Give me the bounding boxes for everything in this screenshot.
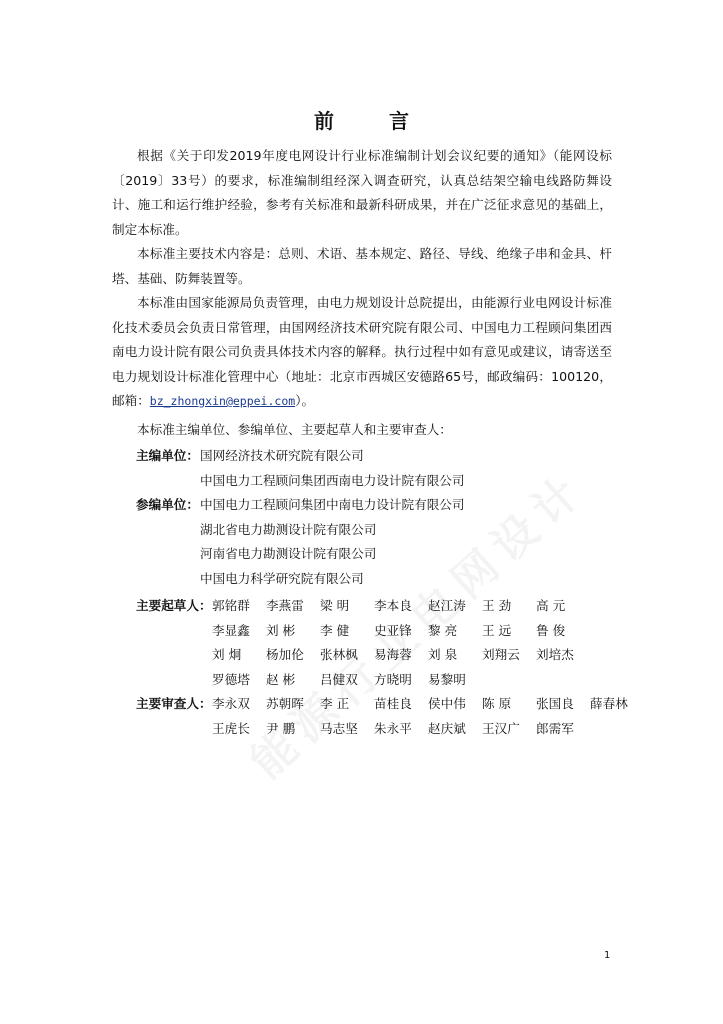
reviewer-name: 陈 原: [482, 696, 512, 711]
reviewer-name: 苗桂良: [374, 696, 412, 711]
drafter-name: 刘 泉: [428, 647, 458, 662]
drafter-name: 赵 彬: [266, 671, 296, 687]
organizations-list: [136, 444, 464, 591]
drafter-name: 罗德塔: [212, 671, 250, 687]
drafters-label: 主要起草人：: [136, 598, 212, 613]
reviewer-name: 马志坚: [320, 720, 358, 736]
drafter-name: 杨加伦: [266, 647, 304, 662]
drafter-name: 刘 彬: [266, 622, 296, 638]
drafter-name: 张林枫: [320, 647, 358, 662]
reviewer-name: 赵庆斌: [428, 720, 466, 736]
drafter-name: 方晓明: [374, 671, 412, 687]
participating-unit-row: [136, 518, 464, 543]
drafter-name: 李燕雷: [266, 598, 304, 613]
paragraph-units-intro: [112, 418, 612, 443]
participating-unit: 湖北省电力勘测设计院有限公司: [200, 521, 377, 537]
drafter-name: 黎 亮: [428, 622, 458, 638]
paragraph-contents-text: 本标准主要技术内容是：总则、术语、基本规定、路径、导线、绝缘子串和金具、杆塔、基础、防舞装置等。: [112, 246, 612, 286]
chief-unit-row: [136, 444, 464, 469]
reviewer-name: 王虎长: [212, 720, 250, 736]
drafter-name: 李显鑫: [212, 622, 250, 638]
participating-unit: 中国电力工程顾问集团中南电力设计院有限公司: [200, 497, 465, 512]
reviewer-name: 侯中伟: [428, 696, 466, 711]
reviewers-row: [136, 717, 644, 742]
paragraph-contents: [112, 242, 612, 291]
drafter-name: 郭铭群: [212, 598, 250, 613]
drafter-name: 史亚锋: [374, 622, 412, 638]
participating-unit: 河南省电力勘测设计院有限公司: [200, 546, 377, 561]
participating-unit-row: [136, 542, 464, 567]
paragraph-basis: [112, 144, 612, 242]
participating-unit: 中国电力科学研究院有限公司: [200, 570, 364, 586]
paragraph-management: [112, 291, 612, 414]
chief-unit: 国网经济技术研究院有限公司: [200, 448, 364, 463]
drafter-name: 李 健: [320, 622, 350, 638]
reviewers-list: [136, 692, 644, 741]
drafter-name: 梁 明: [320, 598, 350, 613]
reviewers-row: [136, 692, 644, 717]
drafter-name: 易黎明: [428, 671, 466, 687]
page-title: 前 言: [314, 109, 433, 133]
reviewer-name: 苏朝晖: [266, 696, 304, 711]
reviewer-name: 朱永平: [374, 720, 412, 736]
drafter-name: 刘 炯: [212, 647, 242, 662]
paragraph-management-text: [112, 291, 612, 414]
paragraph-units-intro-text: 本标准主编单位、参编单位、主要起草人和主要审查人：: [137, 422, 452, 437]
drafter-name: 王 远: [482, 622, 512, 638]
drafter-name: 鲁 俊: [536, 622, 566, 638]
reviewer-name: 李永双: [212, 696, 250, 711]
drafter-name: 易海蓉: [374, 647, 412, 662]
drafter-name: 王 劲: [482, 598, 512, 613]
chief-unit: 中国电力工程顾问集团西南电力设计院有限公司: [200, 472, 465, 488]
paragraph-basis-text: 根据《关于印发2019年度电网设计行业标准编制计划会议纪要的通知》（能网设标〔2019〕33号）的要求，标准编制组经深入调查研究，认真总结架空输电线路防舞设计、施工和运行维护经验，参考有关标准和最新科研成果，并在广泛征求意见的基础上，制定本标准。: [112, 148, 612, 237]
reviewers-label: 主要审查人：: [136, 696, 212, 711]
management-text-end: ）。: [295, 393, 315, 408]
reviewer-name: 尹 鹏: [266, 720, 296, 736]
reviewer-name: 薛春林: [590, 696, 628, 711]
drafter-name: 吕健双: [320, 671, 358, 687]
page-number: 1: [604, 950, 611, 961]
drafter-name: 刘翔云: [482, 647, 520, 662]
reviewer-name: 李 正: [320, 696, 350, 711]
drafter-name: 李本良: [374, 598, 412, 613]
email-link[interactable]: bz_zhongxin@eppei.com: [149, 394, 296, 408]
drafter-name: 刘培杰: [536, 647, 574, 662]
reviewer-name: 王汉广: [482, 720, 520, 736]
reviewer-name: 张国良: [536, 696, 574, 711]
participating-unit-row: [136, 493, 464, 518]
drafter-name: 赵江涛: [428, 598, 466, 613]
drafters-row: [136, 594, 590, 619]
participating-units-label: 参编单位：: [136, 497, 199, 512]
chief-unit-row: [136, 469, 464, 494]
chief-units-label: 主编单位：: [136, 448, 199, 463]
reviewer-name: 郎需军: [536, 720, 574, 736]
drafter-name: 高 元: [536, 598, 566, 613]
management-text: 本标准由国家能源局负责管理，由电力规划设计总院提出，由能源行业电网设计标准化技术委员会负责日常管理，由国网经济技术研究院有限公司、中国电力工程顾问集团西南电力设计院有限公司负责具体技术内容的解释。执行过程中如有意见或建议，请寄送至电力规划设计标准化管理中心（地址：北京市西城区安德路65号，邮政编码：100120，邮箱：: [112, 295, 612, 408]
